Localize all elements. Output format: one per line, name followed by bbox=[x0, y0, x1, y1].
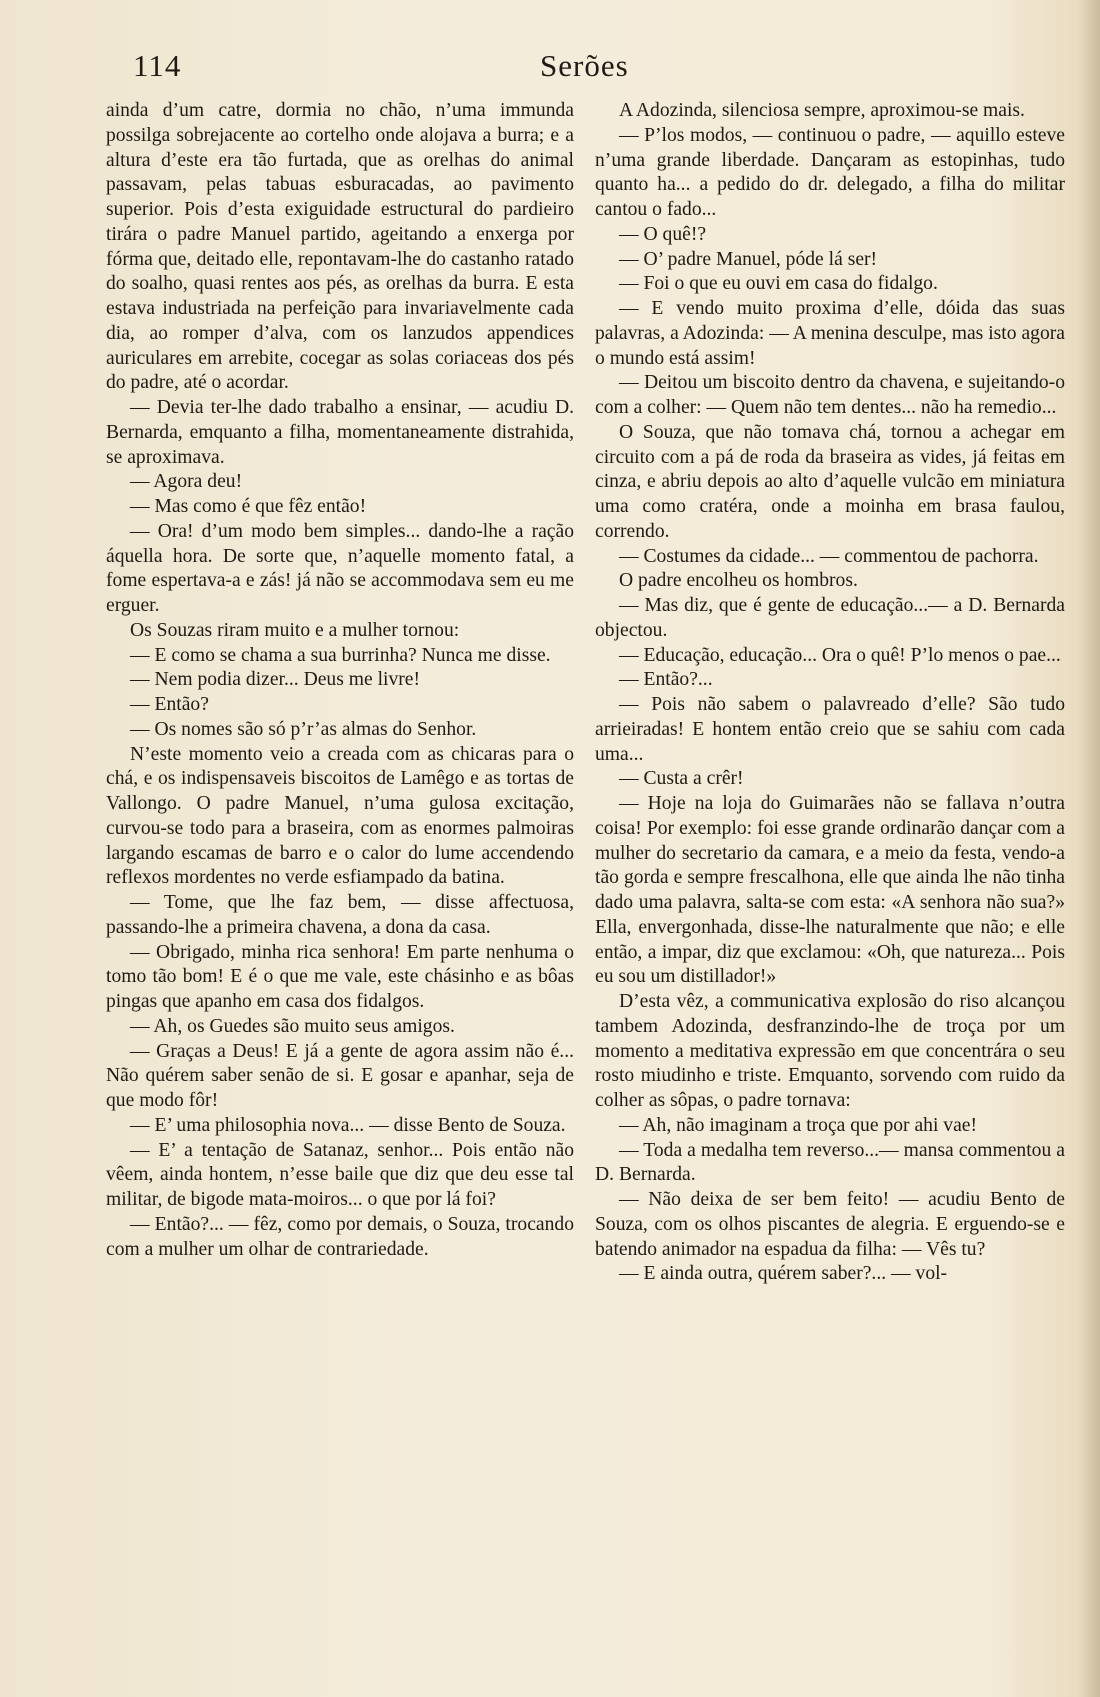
paragraph: D’esta vêz, a communicativa explosão do riso alcançou tambem Adozinda, desfranzindo-lhe de troça por um momento a meditativa expressão em que concentrára o seu rosto miudinho e triste. Emquanto, sorvendo com ruido da colher as sôpas, o padre tornava: bbox=[595, 991, 1065, 1111]
paragraph: — Mas como é que fêz então! bbox=[130, 496, 367, 517]
paragraph: — Pois não sabem o palavreado d’elle? São tudo arrieiradas! E hontem então creio que se sahiu com cada uma... bbox=[595, 694, 1065, 765]
paragraph: — Foi o que eu ouvi em casa do fidalgo. bbox=[619, 273, 938, 295]
paragraph: N’este momento veio a creada com as chicaras para o chá, e os indispensaveis biscoitos de Lamêgo e as tortas de Vallongo. O padre Manuel, n’uma gulosa excitação, curvou-se todo para a braseira, com as enormes palmoiras largando escamas de barro e o calor do lume accendendo reflexos mordentes no verde esfiampado da batina. bbox=[106, 743, 574, 889]
paragraph: — Os nomes são só p’r’as almas do Senhor. bbox=[130, 718, 477, 740]
paragraph: — Ora! d’um modo bem simples... dando-lhe a ração áquella hora. De sorte que, n’aquelle momento fatal, a fome espertava-a e zás! já não se accommodava sem eu me erguer. bbox=[106, 520, 574, 616]
paragraph: — Mas diz, que é gente de educação...— a D. Bernarda objectou. bbox=[595, 595, 1065, 641]
paragraph: — Devia ter-lhe dado trabalho a ensinar, — acudiu D. Bernarda, emquanto a filha, momentaneamente distrahida, se aproximava. bbox=[106, 397, 574, 468]
paragraph: — Deitou um biscoito dentro da chavena, e sujeitando-o com a colher: — Quem não tem dentes... não ha remedio... bbox=[595, 372, 1065, 418]
paragraph: O padre encolheu os hombros. bbox=[619, 570, 858, 592]
paragraph: — Costumes da cidade... — commentou de pachorra. bbox=[619, 545, 1039, 567]
paragraph: — E’ a tentação de Satanaz, senhor... Pois então não vêem, ainda hontem, n’esse baile que diz que deu esse tal militar, de bigode mata-moiros... o que por lá foi? bbox=[106, 1139, 574, 1210]
paragraph: — Então? bbox=[130, 694, 209, 715]
left-column bbox=[106, 99, 574, 1262]
page-number: 114 bbox=[133, 48, 182, 83]
running-head bbox=[0, 48, 1100, 92]
paragraph: — E’ uma philosophia nova... — disse Bento de Souza. bbox=[130, 1114, 566, 1136]
paragraph: — Toda a medalha tem reverso...— mansa commentou a D. Bernarda. bbox=[595, 1139, 1065, 1186]
paragraph: — Ah, não imaginam a troça que por ahi vae! bbox=[619, 1114, 978, 1136]
paragraph: — Não deixa de ser bem feito! — acudiu Bento de Souza, com os olhos piscantes de alegria. E erguendo-se e batendo animador na espadua da filha: — Vês tu? bbox=[595, 1189, 1065, 1260]
paragraph: — Então?... bbox=[619, 669, 713, 691]
paragraph: — P’los modos, — continuou o padre, — aquillo esteve n’uma grande liberdade. Dançaram as estopinhas, tudo quanto ha... a pedido do dr. delegado, a filha do militar cantou o fado... bbox=[595, 124, 1065, 220]
paragraph: — Educação, educação... Ora o quê! P’lo menos o pae... bbox=[619, 644, 1061, 666]
paragraph: — Nem podia dizer... Deus me livre! bbox=[130, 669, 421, 691]
paragraph: — Graças a Deus! E já a gente de agora assim não é... Não quérem saber senão de si. E gosar e apanhar, seja de que modo fôr! bbox=[106, 1040, 574, 1111]
paragraph: — Tome, que lhe faz bem, — disse affectuosa, passando-lhe a primeira chavena, a dona da casa. bbox=[106, 892, 574, 938]
paragraph: — Ah, os Guedes são muito seus amigos. bbox=[130, 1015, 455, 1037]
paragraph: A Adozinda, silenciosa sempre, aproximou-se mais. bbox=[619, 100, 1025, 121]
paragraph: ainda d’um catre, dormia no chão, n’uma immunda possilga sobrejacente ao cortelho onde alojava a burra; e a altura d’este era tão furtada, que as orelhas do animal passavam, pelas tabuas esburacadas, ao pavimento superior. Pois d’esta exiguidade estructural do pardieiro tirára o padre Manuel partido, ageitando a enxerga por fórma que, deitado elle, repontavam-lhe do castanho ratado do soalho, quasi rentes aos pés, as orelhas da burra. E esta estava industriada na perfeição para invariavelmente cada dia, ao romper d’alva, com os lanzudos appendices auriculares em arrebite, cocegar as solas coriaceas dos pés do padre, até o acordar. bbox=[106, 100, 574, 394]
paragraph: — Então?... — fêz, como por demais, o Souza, trocando com a mulher um olhar de contrariedade. bbox=[106, 1213, 574, 1260]
paragraph: — Custa a crêr! bbox=[619, 768, 744, 790]
paragraph: — Agora deu! bbox=[130, 471, 243, 493]
paragraph: — O quê!? bbox=[619, 223, 707, 245]
page-edge-shadow bbox=[1078, 0, 1100, 1697]
paragraph: — Obrigado, minha rica senhora! Em parte nenhuma o tomo tão bom! E é o que me vale, este chásinho e as bôas pingas que apanho em casa dos fidalgos. bbox=[106, 941, 574, 1012]
paragraph: — Hoje na loja do Guimarães não se fallava n’outra coisa! Por exemplo: foi esse grande ordinarão dançar com a mulher do secretario da camara, e a meio da festa, vendo-a tão gorda e sempre frescalhona, elle que ainda lhe não tinha dado uma palavra, salta-se com esta: «A senhora não sua?» Ella, envergonhada, disse-lhe naturalmente que não; e elle então, a impar, diz que exclamou: «Oh, que natureza... Pois eu sou um distillador!» bbox=[595, 793, 1065, 988]
paragraph: Os Souzas riram muito e a mulher tornou: bbox=[130, 619, 460, 641]
running-title: Serões bbox=[540, 48, 629, 83]
right-column bbox=[595, 99, 1065, 1287]
paragraph: — E ainda outra, quérem saber?... — vol- bbox=[619, 1263, 948, 1285]
paragraph: — E vendo muito proxima d’elle, dóida das suas palavras, a Adozinda: — A menina desculpe, mas isto agora o mundo está assim! bbox=[595, 298, 1065, 369]
paragraph: — E como se chama a sua burrinha? Nunca me disse. bbox=[130, 644, 551, 666]
paragraph: — O’ padre Manuel, póde lá ser! bbox=[619, 248, 878, 270]
paragraph: O Souza, que não tomava chá, tornou a achegar em circuito com a pá de roda da braseira as vides, já feitas em cinza, e abriu depois ao alto d’aquelle vulcão em miniatura uma como cratéra, onde a moinha em brasa faulou, correndo. bbox=[595, 421, 1065, 542]
